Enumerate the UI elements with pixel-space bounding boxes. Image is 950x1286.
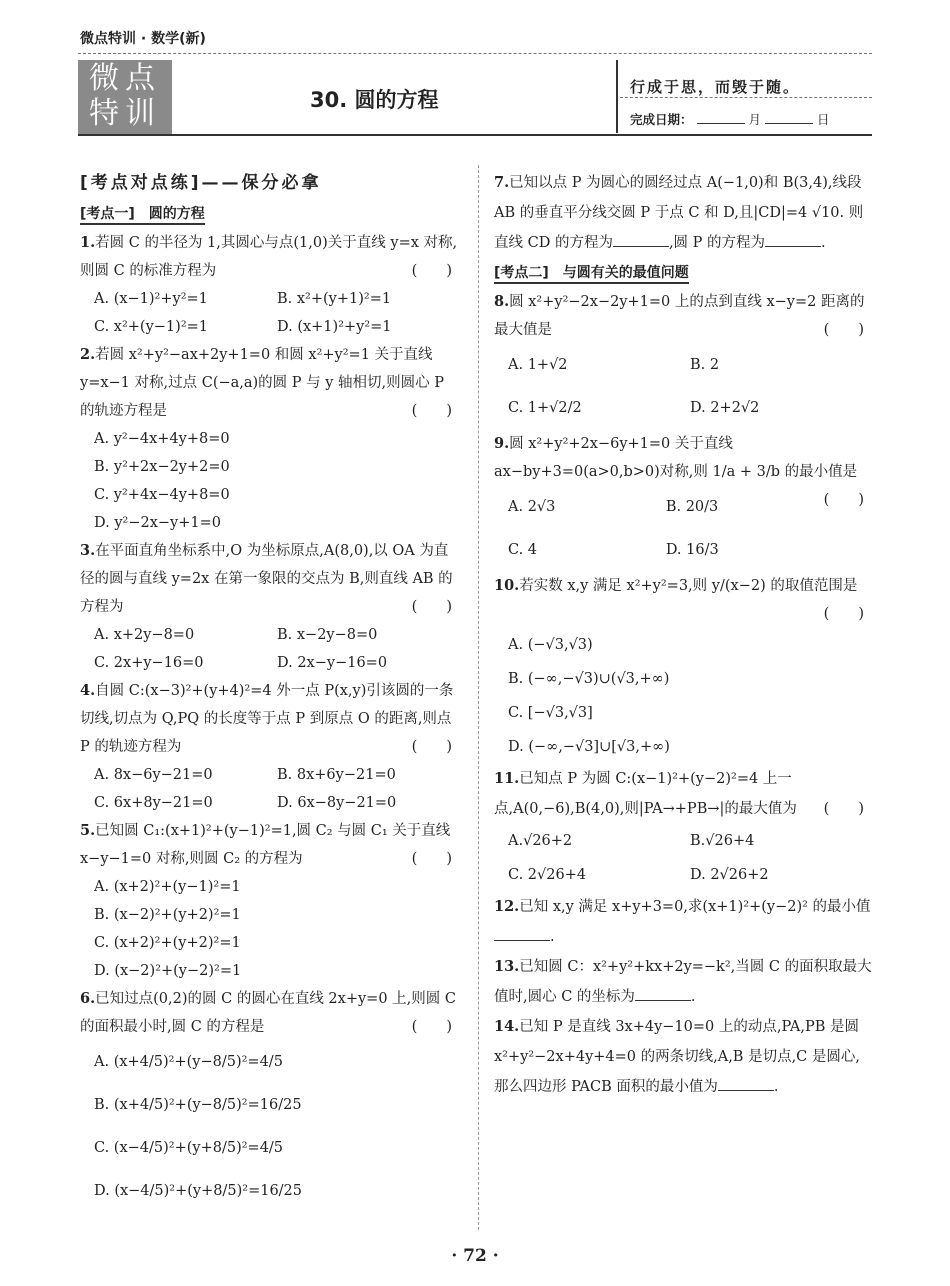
answer-paren[interactable]: ( ) [823,492,864,508]
question-9: 9.圆 x²+y²+2x−6y+1=0 关于直线 ax−by+3=0(a>0,b>0)对称,则 1/a + 3/b 的最小值是 ( ) A. 2√3 B. 20/3 C. 4 D. 16/3 [494,430,872,572]
option-a[interactable]: A. x+2y−8=0 [94,627,195,643]
page-number: · 72 · [451,1246,499,1266]
answer-paren[interactable]: ( ) [411,739,452,755]
question-1: 1.若圆 C 的半径为 1,其圆心与点(1,0)关于直线 y=x 对称,则圆 C 的标准方程为 ( ) A. (x−1)²+y²=1 B. x²+(y+1)²=1 C. x²+(y−1)²=1 D. (x+1)²+y²=1 [80,229,460,341]
month-blank[interactable] [697,111,745,124]
answer-blank[interactable] [494,926,550,941]
option-a[interactable]: A. 1+√2 [508,357,568,373]
question-2: 2.若圆 x²+y²−ax+2y+1=0 和圆 x²+y²=1 关于直线 y=x−1 对称,过点 C(−a,a)的圆 P 与 y 轴相切,则圆心 P 的轨迹方程是 ( ) A. y²−4x+4y+8=0 B. y²+2x−2y+2=0 C. y²+4x−4y+8=0 D. y²−2x−y+1=0 [80,341,460,537]
topic-2-heading: [考点二] 与圆有关的最值问题 [494,262,689,284]
motto: 行成于思，而毁于随。 [630,78,801,96]
question-13: 13.已知圆 C：x²+y²+kx+2y=−k²,当圆 C 的面积取最大值时,圆心 C 的坐标为 . [494,958,872,1005]
option-c[interactable]: C. [−√3,√3] [508,705,593,721]
month-label: 月 [748,112,761,127]
answer-blank[interactable] [613,232,669,247]
options [80,285,460,341]
options [494,824,872,892]
header-divider [616,60,618,133]
option-a[interactable]: A. 2√3 [508,499,556,515]
option-c[interactable]: C. 2x+y−16=0 [94,655,204,671]
options [494,486,824,572]
option-d[interactable]: D. (x−4/5)²+(y+8/5)²=16/25 [94,1183,303,1199]
option-b[interactable]: B. 8x+6y−21=0 [277,767,396,783]
option-d[interactable]: D. 16/3 [665,542,719,558]
option-c[interactable]: C. 4 [508,542,538,558]
question-10: 10.若实数 x,y 满足 x²+y²=3,则 y/(x−2) 的取值范围是 ( ) A. (−√3,√3) B. (−∞,−√3)∪(√3,+∞) C. [−√3,√3] D. (−∞,−√3]∪[√3,+∞) [494,572,872,764]
chapter-title: 30. 圆的方程 [310,88,439,112]
option-c[interactable]: C. 2√26+4 [508,867,587,883]
option-b[interactable]: B. 20/3 [665,499,719,515]
option-d[interactable]: D. y²−2x−y+1=0 [94,515,221,531]
option-b[interactable]: B. x−2y−8=0 [277,627,378,643]
header-dashed-rule [78,53,872,54]
answer-paren[interactable]: ( ) [411,599,452,615]
answer-paren[interactable]: ( ) [411,263,452,279]
options [80,761,460,817]
option-d[interactable]: D. (x+1)²+y²=1 [277,319,392,335]
option-c[interactable]: C. (x+2)²+(y+2)²=1 [94,935,241,951]
question-7: 7.已知以点 P 为圆心的圆经过点 A(−1,0)和 B(3,4),线段 AB 的垂直平分线交圆 P 于点 C 和 D,且|CD|=4 √10. 则直线 CD 的方程为 ,圆 P 的方程为 . [494,174,864,251]
answer-paren[interactable]: ( ) [823,606,864,622]
options [80,621,460,677]
answer-paren[interactable]: ( ) [411,1019,452,1035]
options [494,344,872,430]
option-b[interactable]: B. (x+4/5)²+(y−8/5)²=16/25 [94,1097,302,1113]
option-a[interactable]: A. (x+4/5)²+(y−8/5)²=4/5 [94,1054,283,1070]
day-label: 日 [816,112,830,127]
option-a[interactable]: A.√26+2 [508,833,573,849]
option-d[interactable]: D. (−∞,−√3]∪[√3,+∞) [508,739,670,755]
options [80,873,460,985]
option-c[interactable]: C. 1+√2/2 [508,400,582,416]
right-column [494,168,872,1102]
question-4: 4.自圆 C:(x−3)²+(y+4)²=4 外一点 P(x,y)引该圆的一条切线,切点为 Q,PQ 的长度等于点 P 到原点 O 的距离,则点 P 的轨迹方程为 ( ) A. 8x−6y−21=0 B. 8x+6y−21=0 C. 6x+8y−21=0 D. 6x−8y−21=0 [80,677,460,817]
question-3: 3.在平面直角坐标系中,O 为坐标原点,A(8,0),以 OA 为直径的圆与直线 y=2x 在第一象限的交点为 B,则直线 AB 的方程为 ( ) A. x+2y−8=0 B. x−2y−8=0 C. 2x+y−16=0 D. 2x−y−16=0 [80,537,460,677]
option-c[interactable]: C. y²+4x−4y+8=0 [94,487,230,503]
answer-blank[interactable] [635,986,691,1001]
option-a[interactable]: A. (x+2)²+(y−1)²=1 [94,879,241,895]
option-b[interactable]: B.√26+4 [690,833,755,849]
logo-line-1: 微点 [89,61,161,96]
option-b[interactable]: B. (x−2)²+(y+2)²=1 [94,907,241,923]
option-d[interactable]: D. 2√26+2 [690,867,769,883]
option-b[interactable]: B. (−∞,−√3)∪(√3,+∞) [508,671,670,687]
options [80,425,460,537]
question-5: 5.已知圆 C₁:(x+1)²+(y−1)²=1,圆 C₂ 与圆 C₁ 关于直线 x−y−1=0 对称,则圆 C₂ 的方程为 ( ) A. (x+2)²+(y−1)²=1 B. (x−2)²+(y+2)²=1 C. (x+2)²+(y+2)²=1 D. (x−2)²+(y−2)²=1 [80,817,460,985]
answer-paren[interactable]: ( ) [411,403,452,419]
option-d[interactable]: D. 6x−8y−21=0 [277,795,397,811]
option-a[interactable]: A. y²−4x+4y+8=0 [94,431,230,447]
series-header: 微点特训 · 数学(新) [80,31,206,47]
section-title: [考点对点练]——保分必拿 [80,173,322,193]
option-b[interactable]: B. 2 [690,357,720,373]
option-a[interactable]: A. (−√3,√3) [508,637,593,653]
option-a[interactable]: A. (x−1)²+y²=1 [94,291,208,307]
completion-date [630,110,829,128]
column-divider [478,165,479,1230]
option-c[interactable]: C. (x−4/5)²+(y+8/5)²=4/5 [94,1140,284,1156]
left-column [80,168,460,1213]
question-12: 12.已知 x,y 满足 x+y+3=0,求(x+1)²+(y−2)² 的最小值. [494,898,871,945]
option-a[interactable]: A. 8x−6y−21=0 [94,767,213,783]
option-b[interactable]: B. y²+2x−2y+2=0 [94,459,230,475]
options [494,628,872,764]
option-b[interactable]: B. x²+(y+1)²=1 [277,291,392,307]
option-d[interactable]: D. (x−2)²+(y−2)²=1 [94,963,242,979]
question-14: 14.已知 P 是直线 3x+4y−10=0 上的动点,PA,PB 是圆 x²+y²−2x+4y+4=0 的两条切线,A,B 是切点,C 是圆心,那么四边形 PACB 面积的最小值为 . [494,1018,860,1095]
options [80,1041,460,1213]
answer-blank[interactable] [718,1076,774,1091]
option-d[interactable]: D. 2x−y−16=0 [277,655,388,671]
date-label: 完成日期： [630,112,693,127]
day-blank[interactable] [765,111,813,124]
question-6: 6.已知过点(0,2)的圆 C 的圆心在直线 2x+y=0 上,则圆 C 的面积最小时,圆 C 的方程是 ( ) A. (x+4/5)²+(y−8/5)²=4/5 B. (x+4/5)²+(y−8/5)²=16/25 C. (x−4/5)²+(y+8/5)²=4/5 D. (x−4/5)²+(y+8/5)²=16/25 [80,985,460,1213]
option-d[interactable]: D. 2+2√2 [690,400,760,416]
answer-blank[interactable] [765,232,821,247]
motto-rule [620,97,872,98]
logo-line-2: 特训 [89,96,161,131]
answer-paren[interactable]: ( ) [823,322,864,338]
answer-paren[interactable]: ( ) [411,851,452,867]
topic-1-heading: [考点一] 圆的方程 [80,203,205,225]
question-8: 8.圆 x²+y²−2x−2y+1=0 上的点到直线 x−y=2 距离的最大值是 ( ) A. 1+√2 B. 2 C. 1+√2/2 D. 2+2√2 [494,288,872,430]
logo [78,60,172,134]
answer-paren[interactable]: ( ) [823,801,864,817]
option-c[interactable]: C. 6x+8y−21=0 [94,795,213,811]
header-bottom-rule [78,134,872,136]
question-11: 11.已知点 P 为圆 C:(x−1)²+(y−2)²=4 上一点,A(0,−6),B(4,0),则|PA→+PB→|的最大值为 ( ) A.√26+2 B.√26+4 C. 2√26+4 D. 2√26+2 [494,764,872,892]
option-c[interactable]: C. x²+(y−1)²=1 [94,319,209,335]
